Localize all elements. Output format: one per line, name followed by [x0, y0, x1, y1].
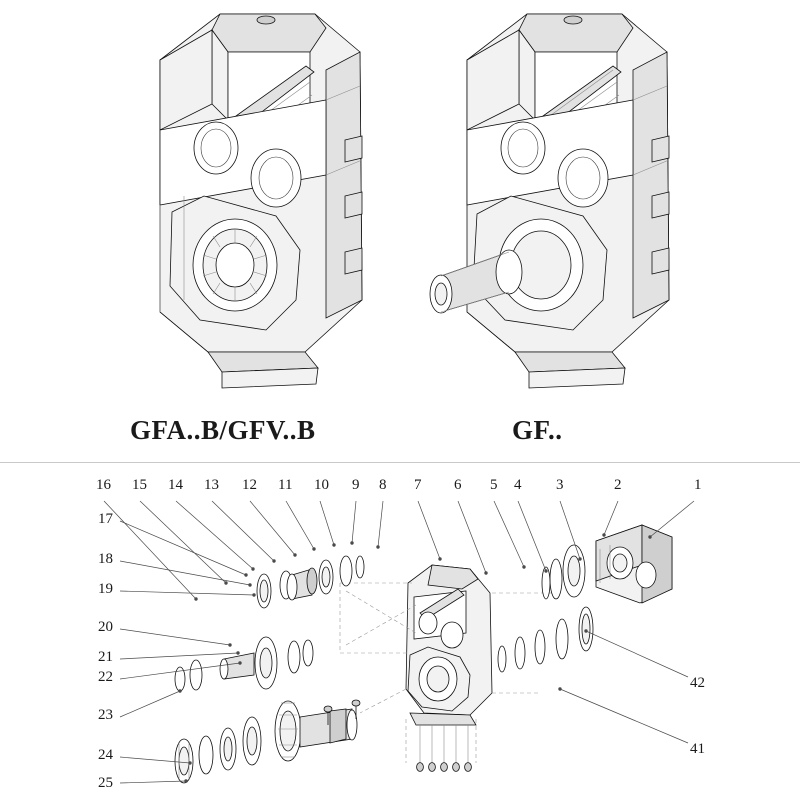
callout-12: 12	[242, 477, 257, 493]
exploded-diagram-svg	[0, 463, 800, 800]
callout-23: 23	[98, 707, 113, 723]
callout-9: 9	[352, 477, 360, 493]
callout-5: 5	[490, 477, 498, 493]
input-shaft-group	[257, 556, 364, 608]
exploded-parts-view	[0, 463, 800, 800]
callout-20: 20	[98, 619, 113, 635]
caption-right: GF..	[512, 415, 563, 445]
callout-15: 15	[132, 477, 147, 493]
callout-16: 16	[96, 477, 111, 493]
callout-21: 21	[98, 649, 113, 665]
caption-left: GFA..B/GFV..B	[130, 415, 316, 445]
callout-8: 8	[379, 477, 387, 493]
callout-3: 3	[556, 477, 564, 493]
callout-6: 6	[454, 477, 462, 493]
gear-unit-drawing-left	[100, 0, 390, 400]
callout-7: 7	[414, 477, 422, 493]
callout-10: 10	[314, 477, 329, 493]
callout-22: 22	[98, 669, 113, 685]
callout-4: 4	[514, 477, 522, 493]
callout-1: 1	[694, 477, 702, 493]
callout-14: 14	[168, 477, 183, 493]
callout-17: 17	[98, 511, 113, 527]
callout-11: 11	[278, 477, 293, 493]
callout-41: 41	[690, 741, 705, 757]
callout-2: 2	[614, 477, 622, 493]
intermediate-gear-group	[175, 637, 313, 691]
callout-13: 13	[204, 477, 219, 493]
callout-19: 19	[98, 581, 113, 597]
output-gear-group	[175, 701, 357, 783]
callout-24: 24	[98, 747, 113, 763]
right-shims	[498, 607, 593, 672]
motor-adapter-assembly	[542, 525, 672, 603]
callout-42: 42	[690, 675, 705, 691]
gear-unit-drawing-right	[405, 0, 715, 400]
callout-25: 25	[98, 775, 113, 791]
callout-18: 18	[98, 551, 113, 567]
housing-body	[406, 565, 492, 771]
